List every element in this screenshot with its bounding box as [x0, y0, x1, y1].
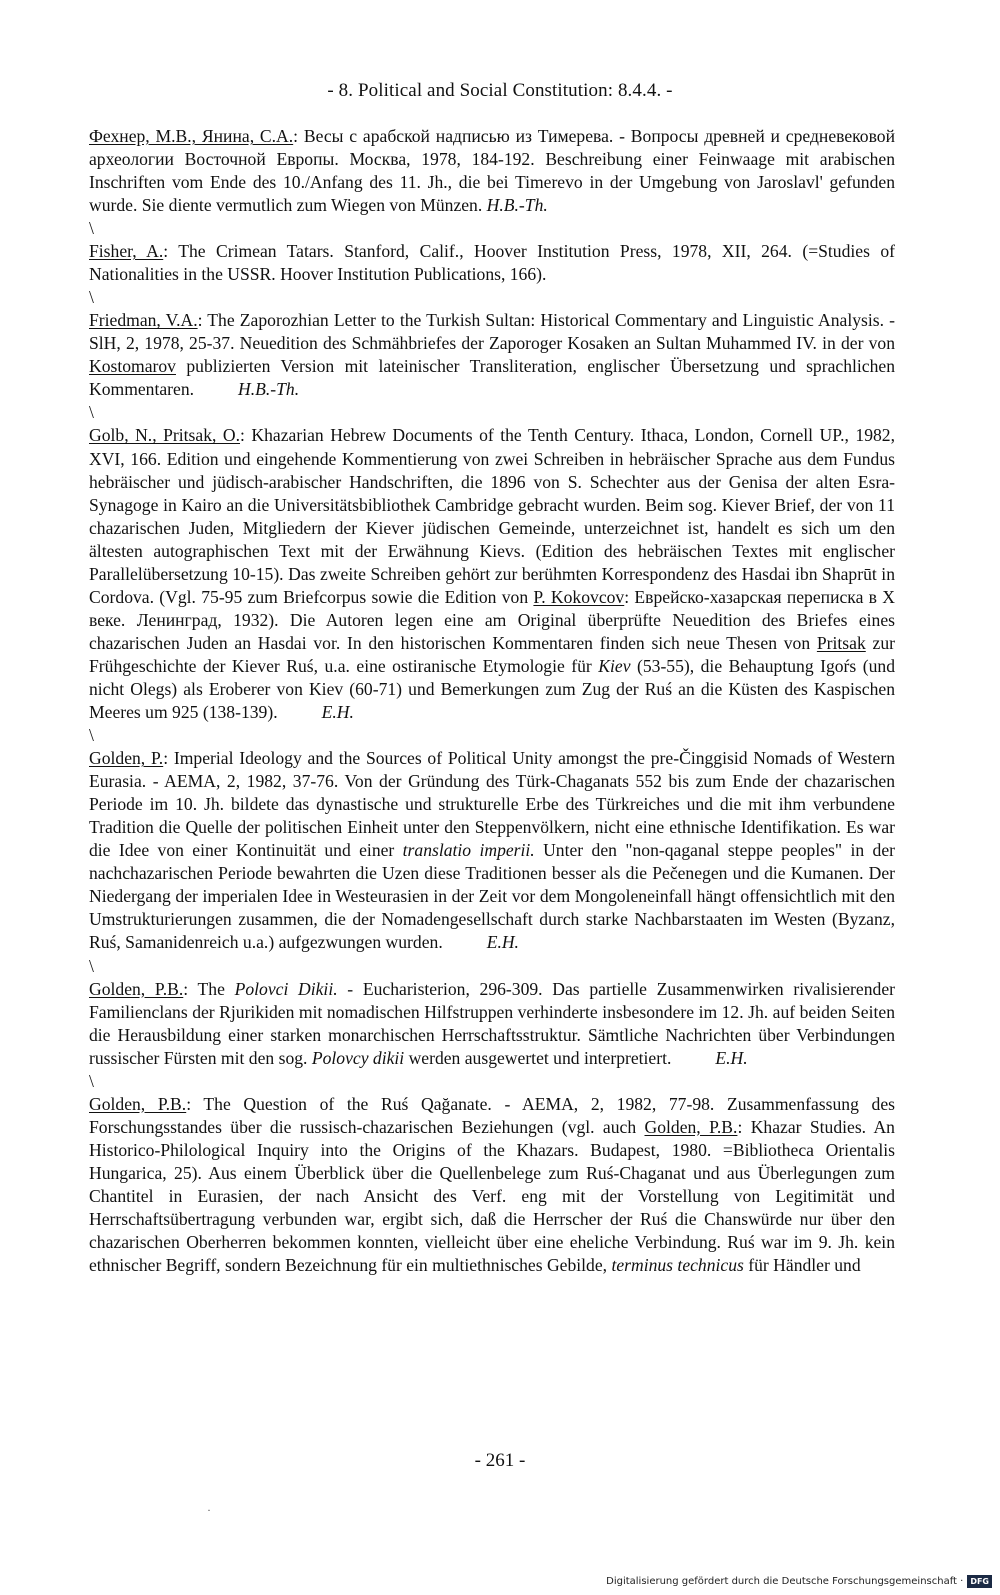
entry-cross-reference: Golden, P.B.: [644, 1116, 738, 1137]
bibliography-body: [89, 125, 895, 1277]
entry-signature: H.B.-Th.: [486, 195, 548, 216]
entry-text: (53-55), die Behauptung Igoŕs (und nicht Olegs) als Eroberer von Kiev (60-71) und Bemerkungen zum Zug der Ruś an die Küsten des Kaspischen Meeres um 925 (138-139).: [89, 655, 895, 723]
entry-text: : Еврейско-хазарская переписка в X веке. Ленинград, 1932). Die Autoren legen eine am Original überprüfte Neuedition des Briefes eines chazarischen Juden an Hasdai vor. In den historischen Kommentaren finden sich neue Thesen von: [89, 586, 895, 653]
entry-author: Fisher, A.: [89, 241, 164, 262]
entry-author: Golden, P.: [89, 748, 164, 769]
entry-author: Friedman, V.A.: [89, 310, 198, 331]
entry-separator: \: [89, 287, 94, 308]
entry-cross-reference: Pritsak: [816, 632, 866, 653]
entry-italic-term: Polovcy dikii: [311, 1047, 405, 1068]
entry-cross-reference: Kostomarov: [89, 356, 176, 377]
entry-italic-term: Polovci Dikii.: [234, 978, 338, 999]
entry-signature: E.H.: [321, 702, 354, 723]
entry-italic-term: Kiev: [598, 655, 631, 676]
bibliography-entry: [89, 747, 895, 954]
bibliography-entry: [89, 240, 895, 286]
bibliography-entry: [89, 125, 895, 217]
entry-separator: \: [89, 218, 94, 239]
entry-text: : The Crimean Tatars. Stanford, Calif., Hoover Institution Press, 1978, XII, 264. (=Studies of Nationalities in the USSR. Hoover Institution Publications, 166).: [89, 241, 895, 285]
bibliography-entry: [89, 424, 895, 724]
entry-italic-term: terminus technicus: [611, 1255, 744, 1276]
entry-author: Фехнер, М.В., Янина, С.А.: [89, 126, 294, 146]
entry-text: : Khazar Studies. An Historico-Philological Inquiry into the Origins of the Khazars. Budapest, 1980. =Bibliotheca Orientalis Hungarica, 25). Aus einem Überblick über die Quellenbelege zum Ruś-Chaganat und aus Überlegungen zum Chantitel in Eurasien, der nach Ansicht des Verf. eng mit der Vorstellung von Legitimität und Herrschaftsübertragung verbunden war, ergibt sich, daß die Herrscher der Ruś die Chanswürde nur über den chazarischen Oberherren bekommen konnten, vielleicht über eine eheliche Verbindung. Ruś war im 9. Jh. kein ethnischer Begriff, sondern Bezeichnung für ein multiethnisches Gebilde,: [89, 1116, 895, 1276]
scan-speck: ·: [207, 1503, 211, 1517]
running-header: - 8. Political and Social Constitution: 8.4.4. -: [327, 80, 673, 101]
entry-italic-term: translatio imperii.: [402, 840, 535, 861]
entry-text: für Händler und: [743, 1255, 861, 1276]
entry-text: - Eucharisterion, 296-309. Das partielle Zusammenwirken rivalisierender Familienclans der Rjurikiden mit nomadischen Hilfstruppen verhinderte insbesondere im 12. Jh. auf beiden Seiten die Herausbildung einer starken monarchischen Herrschaftsstruktur. Sämtliche Nachrichten über Verbindungen russischer Fürsten mit den sog.: [89, 978, 895, 1068]
dfg-logo-icon: DFG: [967, 1575, 992, 1588]
entry-signature: E.H.: [715, 1047, 748, 1068]
entry-signature: E.H.: [486, 932, 519, 953]
entry-text: werden ausgewertet und interpretiert.: [404, 1047, 672, 1068]
entry-separator: \: [89, 725, 94, 746]
bibliography-entry: [89, 978, 895, 1070]
footer-note: Digitalisierung gefördert durch die Deutsche Forschungsgemeinschaft ·: [606, 1576, 964, 1587]
entry-author: Golden, P.B.: [89, 1093, 187, 1114]
entry-author: Golb, N., Pritsak, O.: [89, 425, 241, 446]
entry-text: : Khazarian Hebrew Documents of the Tenth Century. Ithaca, London, Cornell UP., 1982, XVI, 166. Edition und eingehende Kommentierung von zwei Schreiben in hebräischer Sprache aus dem Fundus hebräischer und jüdisch-arabischer Handschriften, die 1896 von S. Schechter aus der Genisa der alten Esra-Synagoge in Kairo an die Universitätsbibliothek Cambridge gebracht wurden. Beim sog. Kiever Brief, der von 11 chazarischen Juden, Mitgliedern der Kiever jüdischen Gemeinde, unterzeichnet ist, handelt es sich um den ältesten autographischen Text mit der Erwähnung Kievs. (Edition des hebräischen Textes mit englischer Parallelübersetzung 10-15). Das zweite Schreiben gehört zur berühmten Korrespondenz des Hasdai ibn Shaprūt in Cordova. (Vgl. 75-95 zum Briefcorpus sowie die Edition von: [89, 425, 895, 607]
bibliography-entry: [89, 309, 895, 401]
entry-text: : The: [183, 978, 235, 999]
entry-text: : The Question of the Ruś Qağanate. - AEMA, 2, 1982, 77-98. Zusammenfassung des Forschungsstandes über die russisch-chazarischen Beziehungen (vgl. auch: [89, 1093, 895, 1137]
entry-cross-reference: P. Kokovcov: [533, 586, 625, 607]
entry-text: zur Frühgeschichte der Kiever Ruś, u.a. eine ostiranische Etymologie für: [89, 632, 895, 676]
entry-separator: \: [89, 402, 94, 423]
entry-text: : The Zaporozhian Letter to the Turkish Sultan: Historical Commentary and Linguistic Analysis. - SlH, 2, 1978, 25-37. Neuedition des Schmähbriefes der Zaporoger Kosaken an Sultan Muhammed IV. in der von: [89, 310, 895, 354]
entry-author: Golden, P.B.: [89, 978, 184, 999]
entry-text: publizierten Version mit lateinischer Transliteration, englischer Übersetzung und sprachlichen Kommentaren.: [89, 356, 895, 400]
entry-signature: H.B.-Th.: [238, 379, 300, 400]
entry-text: : Весы с арабской надписью из Тимерева. - Вопросы древней и средневековой археологии Восточной Европы. Москва, 1978, 184-192. Beschreibung einer Feinwaage mit arabischen Inschriften vom Ende des 10./Anfang des 11. Jh., die bei Timerevo in der Umgebung von Jaroslavl' gefunden wurde. Sie diente vermutlich zum Wiegen von Münzen.: [89, 126, 896, 216]
entry-text: : Imperial Ideology and the Sources of Political Unity amongst the pre-Činggisid Nomads of Western Eurasia. - AEMA, 2, 1982, 37-76. Von der Gründung des Türk-Chaganats 552 bis zum Ende der chazarischen Periode im 10. Jh. bildete das dynastische und strukturelle Erbe des Türkreiches und die mit ihm verbundene Tradition die Quelle der politischen Einheit unter den Steppenvölkern, nicht eine ethnische Identifikation. Es war die Idee von einer Kontinuität und einer: [89, 748, 896, 861]
entry-separator: \: [89, 1070, 94, 1091]
bibliography-entry: [89, 1093, 895, 1277]
entry-separator: \: [89, 955, 94, 976]
digitization-footer: [606, 1575, 992, 1588]
page-number: - 261 -: [474, 1450, 526, 1471]
entry-text: Unter den "non-qaganal steppe peoples" in der nachchazarischen Periode bewahrten die Uzen diese Traditionen besser als die Pečenegen und die Kumanen. Der Niedergang der imperialen Idee in Westeurasien in der Zeit vor dem Mongoleneinfall hängt offensichtlich mit den Umstrukturierungen zusammen, die der Nomadengesellschaft durch starke Nachbarstaaten im Westen (Byzanz, Ruś, Samanidenreich u.a.) aufgezwungen wurden.: [89, 840, 895, 953]
